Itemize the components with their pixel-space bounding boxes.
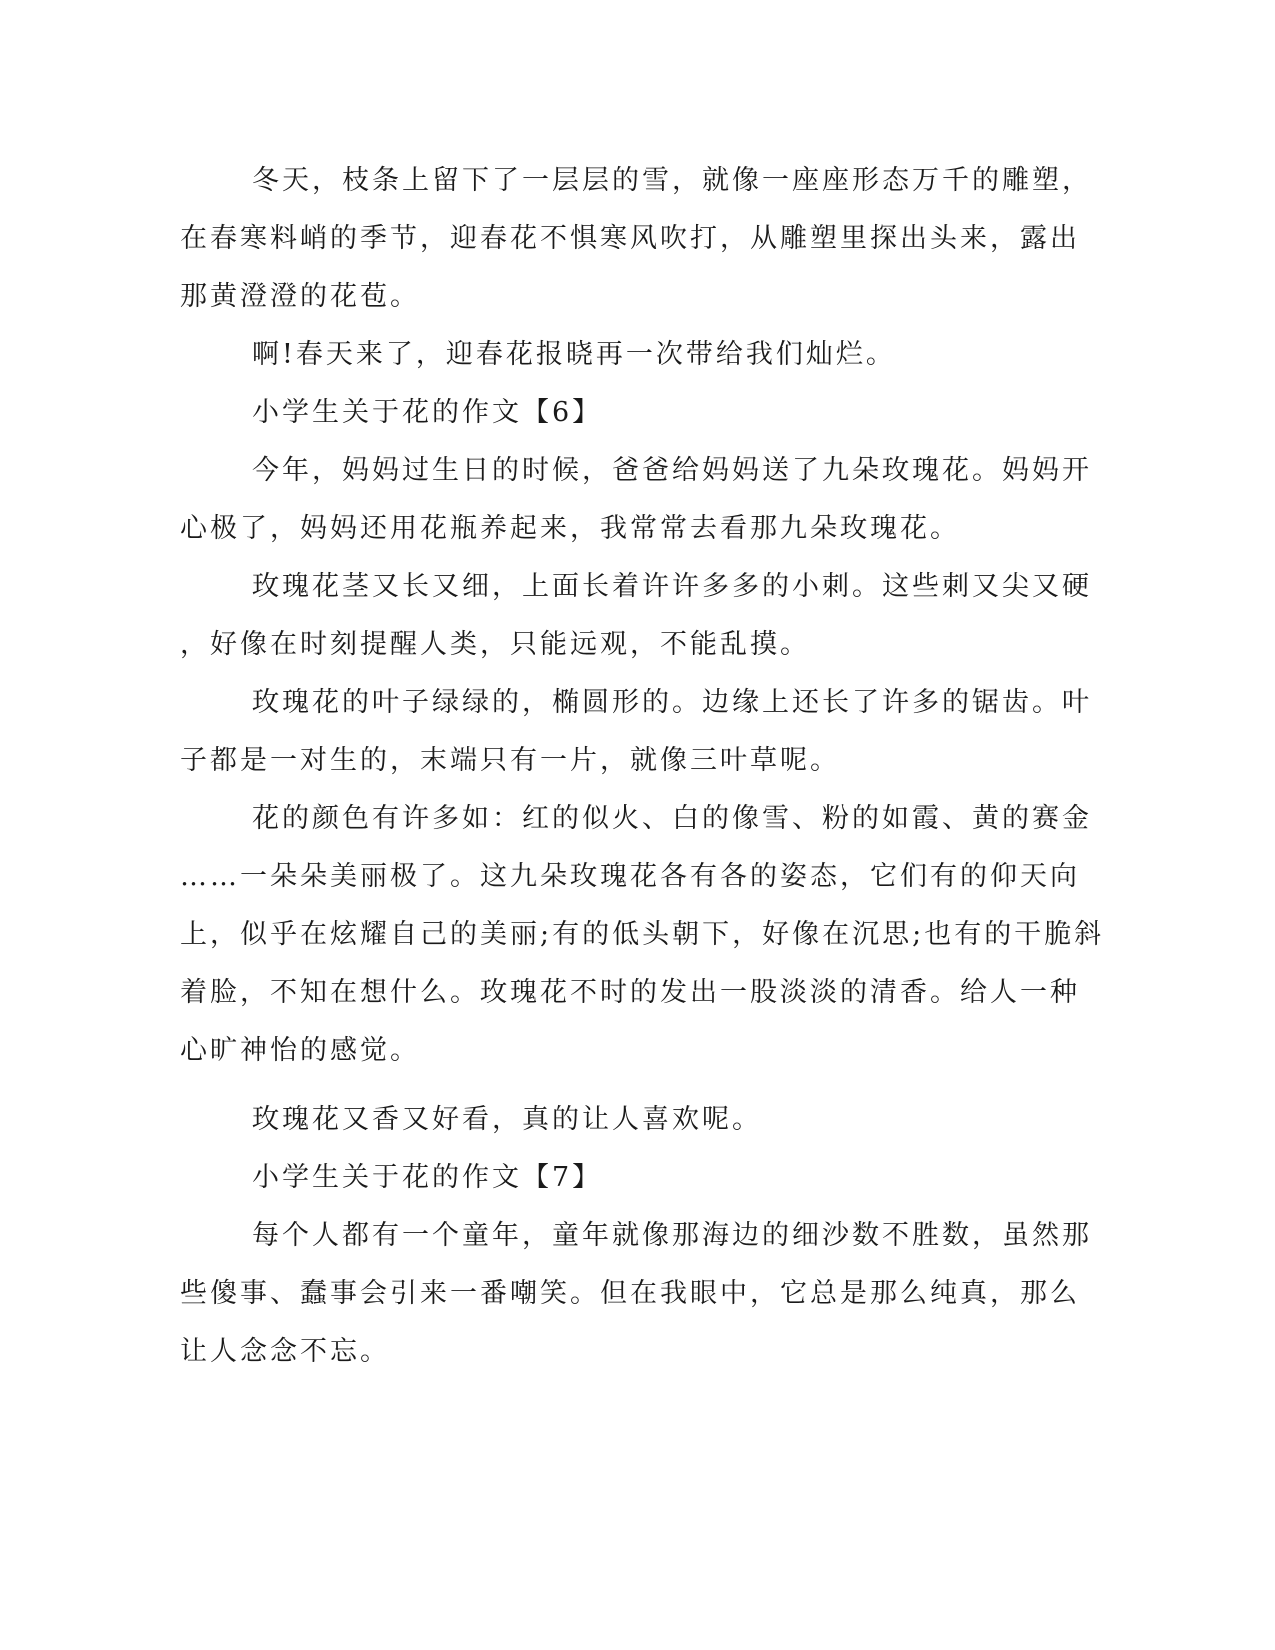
text-line: 啊!春天来了，迎春花报晓再一次带给我们灿烂。 — [252, 339, 896, 370]
text-line: 冬天，枝条上留下了一层层的雪，就像一座座形态万千的雕塑， — [252, 165, 1092, 196]
text-line: 玫瑰花的叶子绿绿的，椭圆形的。边缘上还长了许多的锯齿。叶 — [252, 687, 1092, 718]
text-line: 上，似乎在炫耀自己的美丽;有的低头朝下，好像在沉思;也有的干脆斜 — [180, 919, 1105, 950]
text-line: 让人念念不忘。 — [180, 1336, 390, 1367]
text-line: 着脸，不知在想什么。玫瑰花不时的发出一股淡淡的清香。给人一种 — [180, 977, 1080, 1008]
section-heading: 小学生关于花的作文【6】 — [252, 397, 603, 428]
text-line: 花的颜色有许多如：红的似火、白的像雪、粉的如霞、黄的赛金 — [252, 803, 1092, 834]
text-line: 在春寒料峭的季节，迎春花不惧寒风吹打，从雕塑里探出头来，露出 — [180, 223, 1080, 254]
text-line: 今年，妈妈过生日的时候，爸爸给妈妈送了九朵玫瑰花。妈妈开 — [252, 455, 1092, 486]
text-line: 心旷神怡的感觉。 — [180, 1035, 420, 1066]
text-line: ，好像在时刻提醒人类，只能远观，不能乱摸。 — [180, 629, 810, 660]
text-line: 心极了，妈妈还用花瓶养起来，我常常去看那九朵玫瑰花。 — [180, 513, 960, 544]
text-line: 每个人都有一个童年，童年就像那海边的细沙数不胜数，虽然那 — [252, 1220, 1092, 1251]
text-line: ……一朵朵美丽极了。这九朵玫瑰花各有各的姿态，它们有的仰天向 — [180, 861, 1080, 892]
section-heading: 小学生关于花的作文【7】 — [252, 1162, 603, 1193]
text-line: 些傻事、蠢事会引来一番嘲笑。但在我眼中，它总是那么纯真，那么 — [180, 1278, 1080, 1309]
text-line: 那黄澄澄的花苞。 — [180, 281, 420, 312]
text-line: 子都是一对生的，末端只有一片，就像三叶草呢。 — [180, 745, 840, 776]
text-line: 玫瑰花茎又长又细，上面长着许许多多的小刺。这些刺又尖又硬 — [252, 571, 1092, 602]
text-line: 玫瑰花又香又好看，真的让人喜欢呢。 — [252, 1104, 762, 1135]
